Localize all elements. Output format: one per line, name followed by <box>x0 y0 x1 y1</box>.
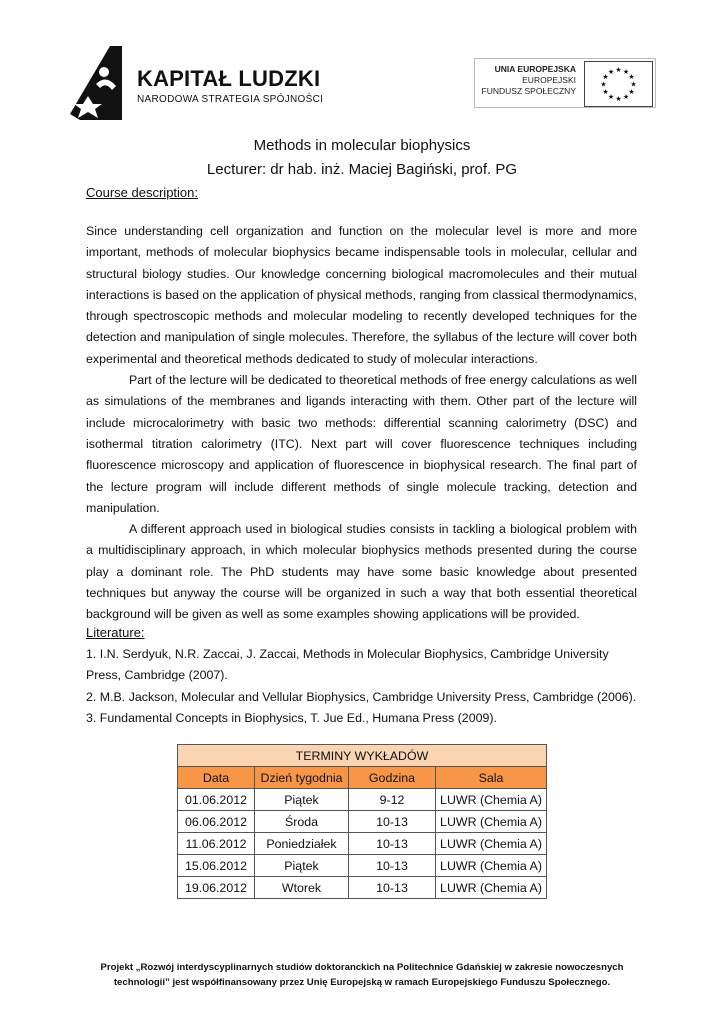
svg-text:★: ★ <box>628 88 635 96</box>
cell-weekday: Piątek <box>255 789 349 811</box>
svg-text:★: ★ <box>622 68 630 76</box>
table-row <box>178 877 547 899</box>
svg-text:★: ★ <box>607 93 615 101</box>
cell-date: 06.06.2012 <box>178 811 255 833</box>
cell-weekday: Wtorek <box>255 877 349 899</box>
footer-line-2: technologii” jest współfinansowany przez Unię Europejską w ramach Europejskiego Funduszu Społecznego. <box>113 977 611 988</box>
cell-hours: 10-13 <box>349 877 436 899</box>
column-header-date: Data <box>178 767 255 789</box>
eu-flag-icon <box>584 61 653 107</box>
table-row <box>178 789 547 811</box>
cell-weekday: Poniedziałek <box>255 833 349 855</box>
cell-date: 19.06.2012 <box>178 877 255 899</box>
svg-text:★: ★ <box>602 88 609 96</box>
svg-text:★: ★ <box>622 93 630 101</box>
svg-text:★: ★ <box>602 73 609 81</box>
cell-date: 01.06.2012 <box>178 789 255 811</box>
logo-subtitle: NARODOWA STRATEGIA SPÓJNOŚCI <box>137 94 324 105</box>
literature-item: 3. Fundamental Concepts in Biophysics, T. Jue Ed., Humana Press (2009). <box>86 710 497 725</box>
cell-date: 15.06.2012 <box>178 855 255 877</box>
table-title: TERMINY WYKŁADÓW <box>178 745 547 767</box>
course-description <box>86 221 637 626</box>
lecture-schedule-table <box>177 744 547 899</box>
column-header-weekday: Dzień tygodnia <box>255 767 349 789</box>
cell-hours: 10-13 <box>349 811 436 833</box>
table-row <box>178 855 547 877</box>
paragraph: A different approach used in biological studies consists in tackling a biological problem with a multidisciplinary approach, in which molecular biophysics methods presented during the course play a dominant role. The PhD students may have some basic knowledge about presented techniques but anyway the course will be organized in such a way that both essential theoretical background will be given as well as some examples showing applications will be provided. <box>86 522 637 622</box>
cell-weekday: Środa <box>255 811 349 833</box>
svg-text:★: ★ <box>600 80 607 89</box>
column-header-room: Sala <box>436 767 547 789</box>
eu-line-2: EUROPEJSKI <box>522 75 576 85</box>
table-header-row <box>178 767 547 789</box>
eu-logo-text <box>476 64 576 97</box>
literature-item: 1. I.N. Serdyuk, N.R. Zaccai, J. Zaccai, Methods in Molecular Biophysics, Cambridge University Press, Cambridge (2007). <box>86 647 609 683</box>
cell-room: LUWR (Chemia A) <box>436 877 547 899</box>
course-description-heading: Course description: <box>86 185 198 200</box>
literature-heading: Literature: <box>86 625 145 640</box>
eu-line-1: UNIA EUROPEJSKA <box>494 64 576 74</box>
table-row <box>178 811 547 833</box>
cell-hours: 10-13 <box>349 855 436 877</box>
paragraph: Part of the lecture will be dedicated to theoretical methods of free energy calculations as well as simulations of the membranes and ligands interacting with them. Other part of the lecture will include microcalorimetry with basic two methods: differential scanning calorimetry (DSC) and isothermal titration calorimetry (ITC). Next part will cover fluorescence techniques including fluorescence microscopy and application of fluorescence in biophysical research. The final part of the lecture program will include different methods of single molecule tracking, detection and manipulation. <box>86 373 637 515</box>
project-footer <box>86 960 638 990</box>
literature-list <box>86 644 639 729</box>
cell-room: LUWR (Chemia A) <box>436 833 547 855</box>
literature-item: 2. M.B. Jackson, Molecular and Vellular Biophysics, Cambridge University Press, Cambridge (2006). <box>86 689 637 704</box>
cell-date: 11.06.2012 <box>178 833 255 855</box>
logo-title: KAPITAŁ LUDZKI <box>137 66 321 91</box>
document-title: Methods in molecular biophysics <box>253 137 471 154</box>
lecturer-line: Lecturer: dr hab. inż. Maciej Bagiński, prof. PG <box>206 161 518 178</box>
svg-text:★: ★ <box>615 95 622 103</box>
cell-hours: 10-13 <box>349 833 436 855</box>
svg-text:★: ★ <box>628 73 635 81</box>
cell-room: LUWR (Chemia A) <box>436 855 547 877</box>
svg-text:★: ★ <box>607 68 615 76</box>
cell-weekday: Piątek <box>255 855 349 877</box>
table-row <box>178 833 547 855</box>
cell-room: LUWR (Chemia A) <box>436 789 547 811</box>
table-title-row <box>178 745 547 767</box>
footer-line-1: Projekt „Rozwój interdyscyplinarnych studiów doktoranckich na Politechnice Gdańskiej w zakresie nowoczesnych <box>100 962 624 973</box>
cell-room: LUWR (Chemia A) <box>436 811 547 833</box>
eu-line-3: FUNDUSZ SPOŁECZNY <box>481 86 576 96</box>
cell-hours: 9-12 <box>349 789 436 811</box>
paragraph: Since understanding cell organization and function on the molecular level is more and more important, methods of molecular biophysics became indispensable tools in molecular, cellular and structural biology studies. Our knowledge concerning biological macromolecules and their mutual interactions is based on the application of physical methods, ranging from classical thermodynamics, through spectroscopic methods and molecular modeling to recently developed techniques for the detection and manipulation of single molecules. Therefore, the syllabus of the lecture will cover both experimental and theoretical methods dedicated to study of molecular interactions. <box>86 224 637 366</box>
column-header-hours: Godzina <box>349 767 436 789</box>
svg-text:★: ★ <box>615 66 622 74</box>
svg-text:★: ★ <box>630 80 637 89</box>
